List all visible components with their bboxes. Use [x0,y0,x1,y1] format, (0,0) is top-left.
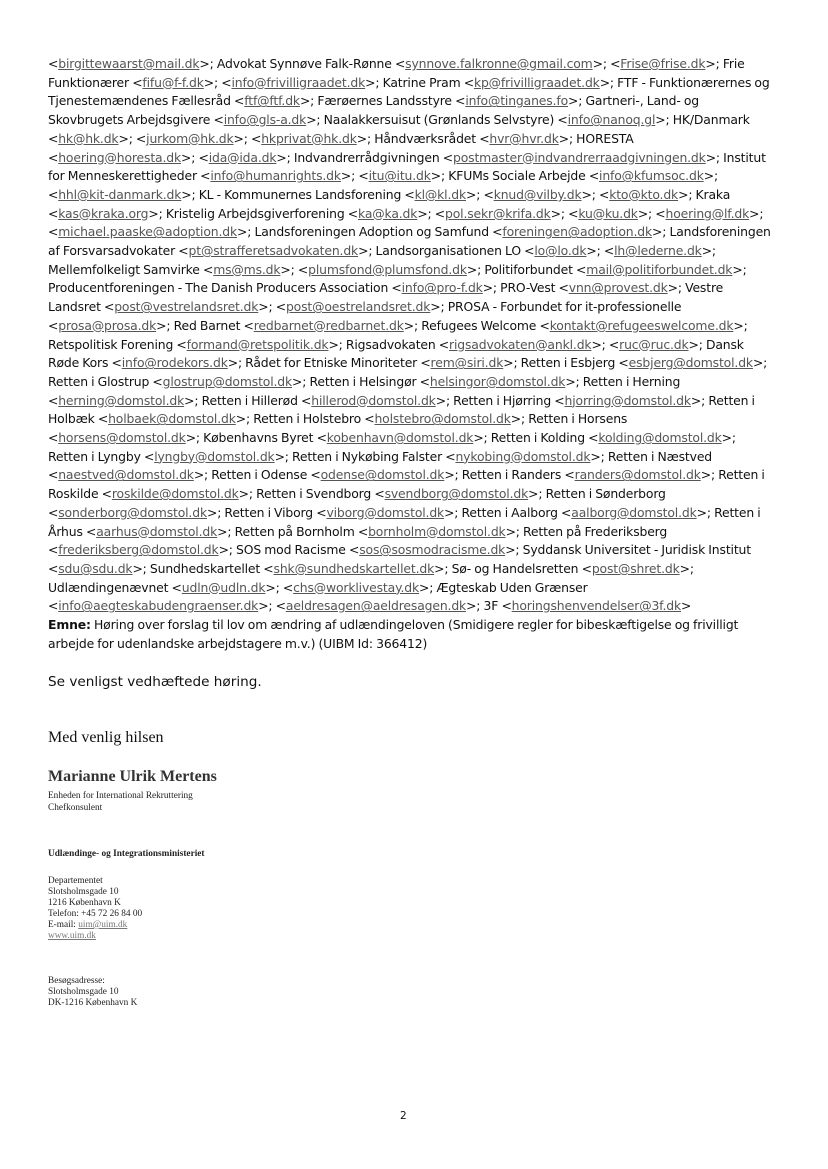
recipient-item: <michael.paaske@adoption.dk>; [48,224,255,240]
recipient-email-link[interactable]: Frise@frise.dk [620,56,706,71]
recipient-item: Retten i Herning <herning@domstol.dk>; [48,373,681,408]
recipient-item: Landsforeningen Adoption og Samfund <foreningen@adoption.dk>; [254,224,670,240]
phone: Telefon: +45 72 26 84 00 [48,909,143,919]
recipient-name: Retten i Holbæk [48,392,755,427]
email-line [48,920,127,931]
recipient-item: Retten i Hillerød <hillerod@domstol.dk>; [201,392,454,408]
recipient-email-link[interactable]: hkprivat@hk.dk [261,130,357,146]
recipient-email-link[interactable]: knud@vilby.dk [493,186,582,202]
recipient-item: Retten i Nykøbing Falster <nykobing@domstol.dk>; [292,448,608,464]
body-text: Se venligst vedhæftede høring. [48,674,262,690]
recipient-name: Københavns Byret [203,430,314,446]
recipient-email-link[interactable]: pol.sekr@krifa.dk [445,205,551,221]
recipient-name: Retten i Århus [48,504,761,539]
recipient-name: Retten i Holstebro [253,411,362,427]
recipient-name: Katrine Pram [382,74,461,90]
recipient-item: Retten i Århus <aarhus@domstol.dk>; [48,504,761,539]
recipient-email-link[interactable]: info@rodekors.dk [121,355,228,371]
recipient-name: Retten på Frederiksberg [523,523,668,539]
recipient-item: Retten i Lyngby <lyngby@domstol.dk>; [48,448,293,464]
recipient-item: HORESTA <hoering@horesta.dk>; [48,130,634,165]
recipient-name: Udlændingenævnet [48,579,169,595]
recipient-email-link[interactable]: kas@kraka.org [58,205,149,221]
recipient-email-link[interactable]: chs@worklivestay.dk [293,579,420,595]
recipient-email-link[interactable]: lo@lo.dk [534,243,587,259]
recipient-name: Retten i Aalborg [461,504,558,520]
recipient-name: Retten på Bornholm [234,523,355,539]
recipient-name: SOS mod Racisme [236,542,346,558]
recipient-item: KFUMs Sociale Arbejde <info@kfumsoc.dk>; [448,168,718,184]
recipient-item: Sundhedskartellet <shk@sundhedskartellet.dk>; [149,560,452,576]
recipient-item: Frie Funktionærer <fifu@f-f.dk>; [48,56,745,90]
recipient-item: Retten i Viborg <viborg@domstol.dk>; [224,504,462,520]
recipient-email-link[interactable]: kto@kto.dk [609,186,679,202]
recipient-name: Ægteskab Uden Grænser [436,579,588,595]
recipient-item: 3F <horingshenvendelser@3f.dk> [483,598,692,614]
recipient-name: Rigsadvokaten [345,336,436,352]
recipient-item: Retten i Hjørring <hjorring@domstol.dk>; [453,392,709,408]
signature-title: Chefkonsulent [48,803,103,813]
recipient-name: Retten i Svendborg [256,486,372,502]
recipient-email-link[interactable]: sos@sosmodracisme.dk [359,542,506,558]
recipient-item: Retten i Svendborg <svendborg@domstol.dk>; [256,486,546,502]
recipient-email-link[interactable]: lh@lederne.dk [614,243,702,259]
recipient-item: Advokat Synnøve Falk-Rønne <synnove.falkronne@gmail.com>; [216,56,611,71]
web-link[interactable]: www.uim.dk [48,931,96,941]
recipient-email-link[interactable]: pt@strafferetsadvokaten.dk [188,243,359,259]
recipient-email-link[interactable]: sdu@sdu.dk [58,560,133,576]
recipient-email-link[interactable]: hvr@hvr.dk [489,130,559,146]
web-line [48,931,96,942]
recipient-email-link[interactable]: helsingor@domstol.dk [429,373,566,389]
recipient-name: Retten i Roskilde [48,467,765,502]
recipient-item: <ida@ida.dk>; [198,149,294,165]
recipient-email-link[interactable]: rigsadvokaten@ankl.dk [449,336,592,352]
recipient-item: <hhl@kit-danmark.dk>; [48,186,199,202]
recipient-name: PROSA - Forbundet for it-professionelle [447,299,682,315]
recipient-item: <ku@ku.dk>; [568,205,656,221]
recipient-name: Retten i Herning [582,373,681,389]
recipient-name: Retten i Lyngby [48,448,141,464]
recipient-email-link[interactable]: shk@sundhedskartellet.dk [273,560,435,576]
recipient-name: Red Barnet [173,317,241,333]
recipient-item: KL - Kommunernes Landsforening <kl@kl.dk>; [198,186,484,202]
recipient-item: <itu@itu.dk>; [358,168,449,184]
recipient-email-link[interactable]: post@oestrelandsret.dk [285,299,431,315]
recipient-name: Rådet for Etniske Minoriteter [245,355,418,371]
subject-label: Emne: [48,617,91,632]
recipient-item: Retten på Frederiksberg <frederiksberg@domstol.dk>; [48,523,668,558]
visit-street: Slotsholmsgade 10 [48,987,119,997]
recipient-name: Færøernes Landsstyre [317,93,452,109]
recipient-item: Refugees Welcome <kontakt@refugeeswelcome.dk>; [421,317,748,333]
recipient-name: Vestre Landsret [48,280,724,315]
recipient-item: Institut for Menneskerettigheder <info@humanrights.dk>; [48,149,766,184]
recipient-item: Rådet for Etniske Minoriteter <rem@siri.dk>; [245,355,521,371]
recipient-email-link[interactable]: kolding@domstol.dk [598,430,722,446]
recipient-email-link[interactable]: info@nanoq.gl [567,112,656,128]
recipient-item: Færøernes Landsstyre <info@tinganes.fo>; [317,93,586,109]
recipient-email-link[interactable]: rem@siri.dk [430,355,504,371]
recipient-email-link[interactable]: post@shret.dk [591,560,680,576]
recipient-email-link[interactable]: info@humanrights.dk [210,168,341,184]
recipient-item: <Frise@frise.dk>; [610,56,723,71]
recipient-email-link[interactable]: michael.paaske@adoption.dk [58,224,237,240]
address-street: Slotsholmsgade 10 [48,887,119,897]
recipient-item: <kto@kto.dk>; [598,186,696,202]
recipient-email-link[interactable]: ku@ku.dk [578,205,638,221]
recipient-item: Naalakkersuisut (Grønlands Selvstyre) <info@nanoq.gl>; [323,112,673,128]
recipient-email-link[interactable]: kobenhavn@domstol.dk [326,430,474,446]
recipient-email-link[interactable]: frederiksberg@domstol.dk [58,542,219,558]
recipient-name: Retten i Kolding [490,430,585,446]
recipient-name: Gartneri-, Land- og Skovbrugets Arbejdsgivere [48,93,699,128]
recipient-name: Retten i Nykøbing Falster [292,448,443,464]
recipient-email-link[interactable]: info@frivilligraadet.dk [231,74,366,90]
recipient-name: Retten i Randers [461,467,562,483]
recipient-item: Retten i Helsingør <helsingor@domstol.dk>; [309,373,583,389]
recipient-email-link[interactable]: horingshenvendelser@3f.dk [511,598,682,614]
recipient-email-link[interactable]: jurkom@hk.dk [146,130,234,146]
recipient-name: Frie Funktionærer [48,56,745,90]
recipient-item: <post@oestrelandsret.dk>; [275,299,448,315]
recipient-item: Ægteskab Uden Grænser <info@aegteskabudengraenser.dk>; [48,579,588,614]
recipient-name: Producentforeningen - The Danish Producers Association [48,280,389,296]
recipient-email-link[interactable]: holbaek@domstol.dk [108,411,236,427]
greeting: Med venlig hilsen [48,729,164,746]
recipient-email-link[interactable]: horsens@domstol.dk [58,430,186,446]
recipient-item: Landsforeningen af Forsvarsadvokater <pt@strafferetsadvokaten.dk>; [48,224,771,259]
signature-unit: Enheden for International Rekruttering [48,791,193,801]
recipient-email-link[interactable]: itu@itu.dk [368,168,431,184]
subject-text: Høring over forslag til lov om ændring af udlændingeloven (Smidigere regler for bibeskæftigelse og frivilligt arbejde for udenlandske arbejdstagere m.v.) (UIBM Id: 366412) [48,617,739,651]
recipient-email-link[interactable]: prosa@prosa.dk [58,317,157,333]
recipient-name: Naalakkersuisut (Grønlands Selvstyre) [323,112,555,128]
recipient-email-link[interactable]: aalborg@domstol.dk [571,504,697,520]
recipient-email-link[interactable]: ms@ms.dk [213,261,281,277]
recipient-item: Landsorganisationen LO <lo@lo.dk>; [375,243,604,259]
recipient-email-link[interactable]: aarhus@domstol.dk [96,523,218,539]
recipient-item: Retten i Sønderborg <sonderborg@domstol.dk>; [48,486,666,520]
recipient-name: Retten i Glostrup [48,373,150,389]
department: Departementet [48,876,103,886]
recipient-email-link[interactable]: mail@politiforbundet.dk [586,261,733,277]
recipient-item: Retten i Glostrup <glostrup@domstol.dk>; [48,373,310,389]
recipient-item: Retten i Holstebro <holstebro@domstol.dk>; [253,411,529,427]
recipient-item: Retten i Kolding <kolding@domstol.dk>; [490,430,736,446]
recipient-email-link[interactable]: vnn@provest.dk [568,280,668,296]
subject-line [48,616,776,653]
recipient-item: PRO-Vest <vnn@provest.dk>; [500,280,686,296]
recipient-name: Landsorganisationen LO [375,243,521,259]
recipient-email-link[interactable]: hoering@horesta.dk [58,149,182,165]
recipient-email-link[interactable]: kontakt@refugeeswelcome.dk [549,317,734,333]
recipient-item: Red Barnet <redbarnet@redbarnet.dk>; [173,317,422,333]
recipient-email-link[interactable]: ida@ida.dk [208,149,277,165]
recipient-item: <birgittewaarst@mail.dk>; [48,56,217,71]
recipient-name: Dansk Røde Kors [48,336,744,371]
recipient-email-link[interactable]: glostrup@domstol.dk [162,373,293,389]
recipient-email-link[interactable]: bornholm@domstol.dk [368,523,506,539]
recipient-item: Retten i Roskilde <roskilde@domstol.dk>; [48,467,765,502]
recipient-item: Retten i Odense <odense@domstol.dk>; [211,467,462,483]
recipient-item: Dansk Røde Kors <info@rodekors.dk>; [48,336,744,371]
recipient-name: Advokat Synnøve Falk-Rønne [216,56,392,71]
recipient-email-link[interactable]: hoering@lf.dk [665,205,750,221]
recipient-name: Retten i Sønderborg [545,486,666,502]
recipient-name: KFUMs Sociale Arbejde [448,168,586,184]
recipient-name: Retten i Odense [211,467,308,483]
recipient-email-link[interactable]: fifu@f-f.dk [142,74,204,90]
recipient-name: Indvandrerrådgivningen [293,149,440,165]
recipient-name: KL - Kommunernes Landsforening [198,186,402,202]
recipient-name: Retspolitisk Forening [48,336,174,352]
recipient-item: Retten i Aalborg <aalborg@domstol.dk>; [461,504,715,520]
recipient-email-link[interactable]: holstebro@domstol.dk [374,411,511,427]
recipient-item: <lh@lederne.dk>; [603,243,716,259]
recipient-item: Katrine Pram <kp@frivilligraadet.dk>; [382,74,618,90]
recipient-item: Retten på Bornholm <bornholm@domstol.dk>; [234,523,524,539]
signature-name: Marianne Ulrik Mertens [48,768,217,785]
ministry-name: Udlændinge- og Integrationsministeriet [48,849,205,859]
recipient-email-link[interactable]: viborg@domstol.dk [326,504,445,520]
recipient-name: Retten i Hjørring [453,392,552,408]
recipient-email-link[interactable]: hjorring@domstol.dk [564,392,691,408]
recipient-email-link[interactable]: ka@ka.dk [358,205,418,221]
recipient-email-link[interactable]: info@aegteskabudengraenser.dk [58,598,259,614]
recipient-name: Sø- og Handelsretten [451,560,579,576]
recipient-item: Retspolitisk Forening <formand@retspolitik.dk>; [48,336,346,352]
recipient-email-link[interactable]: udln@udln.dk [181,579,266,595]
recipient-email-link[interactable]: formand@retspolitik.dk [186,336,329,352]
recipient-email-link[interactable]: svendborg@domstol.dk [384,486,529,502]
visit-label: Besøgsadresse: [48,976,105,986]
recipient-email-link[interactable]: nykobing@domstol.dk [455,448,591,464]
recipient-email-link[interactable]: synnove.falkronne@gmail.com [405,56,593,71]
recipient-item: HK/Danmark <hk@hk.dk>; [48,112,750,146]
recipient-name: Retten i Hillerød [201,392,298,408]
recipient-item: Retten i Esbjerg <esbjerg@domstol.dk>; [520,355,768,371]
recipient-item: <aeldresagen@aeldresagen.dk>; [275,598,484,614]
email-link[interactable]: uim@uim.dk [78,920,128,930]
recipient-email-link[interactable]: ruc@ruc.dk [619,336,689,352]
recipient-email-link[interactable]: info@gls-a.dk [223,112,307,128]
recipient-item: Sø- og Handelsretten <post@shret.dk>; [451,560,694,576]
recipient-item: Syddansk Universitet - Juridisk Institut <sdu@sdu.dk>; [48,542,751,576]
visit-city: DK-1216 København K [48,998,138,1008]
recipient-item: <hoering@lf.dk>; [655,205,764,221]
recipient-name: Retten i Viborg [224,504,313,520]
recipient-email-link[interactable]: ftf@ftf.dk [244,93,300,109]
page-number: 2 [400,1110,407,1122]
recipient-email-link[interactable]: kp@frivilligraadet.dk [473,74,600,90]
recipient-name: Retten i Helsingør [309,373,417,389]
recipient-item: Gartneri-, Land- og Skovbrugets Arbejdsgivere <info@gls-a.dk>; [48,93,699,128]
email-label: E-mail: [48,920,79,930]
recipient-item: <hkprivat@hk.dk>; [250,130,375,146]
recipient-item: PROSA - Forbundet for it-professionelle <prosa@prosa.dk>; [48,299,682,333]
recipient-email-link[interactable]: hillerod@domstol.dk [311,392,436,408]
recipient-item: Kraka <kas@kraka.org>; [48,186,731,221]
recipient-email-link[interactable]: hhl@kit-danmark.dk [58,186,182,202]
recipient-email-link[interactable]: kl@kl.dk [414,186,466,202]
recipient-email-link[interactable]: info@kfumsoc.dk [599,168,704,184]
recipient-email-link[interactable]: esbjerg@domstol.dk [628,355,753,371]
recipient-item: <info@frivilligraadet.dk>; [221,74,383,90]
recipient-item: SOS mod Racisme <sos@sosmodracisme.dk>; [236,542,523,558]
recipient-name: HORESTA [576,130,634,146]
recipient-email-link[interactable]: naestved@domstol.dk [58,467,194,483]
recipient-email-link[interactable]: odense@domstol.dk [320,467,445,483]
recipient-name: Landsforeningen af Forsvarsadvokater [48,224,771,259]
recipient-item: <plumsfond@plumsfond.dk>; [297,261,485,277]
recipient-email-link[interactable]: redbarnet@redbarnet.dk [253,317,404,333]
recipient-name: 3F [483,598,499,614]
recipient-item: Kristelig Arbejdsgiverforening <ka@ka.dk>; [165,205,435,221]
recipient-email-link[interactable]: plumsfond@plumsfond.dk [308,261,467,277]
recipient-item: Mellemfolkeligt Samvirke <ms@ms.dk>; [48,261,298,277]
recipient-name: Mellemfolkeligt Samvirke [48,261,200,277]
recipient-name: Kristelig Arbejdsgiverforening [165,205,345,221]
recipient-email-link[interactable]: lyngby@domstol.dk [154,448,275,464]
recipient-item: Politiforbundet <mail@politiforbundet.dk>; [484,261,747,277]
recipient-name: Retten i Esbjerg [520,355,616,371]
recipient-email-link[interactable]: randers@domstol.dk [574,467,701,483]
recipient-name: Kraka [695,186,731,202]
recipient-item: Retten i Randers <randers@domstol.dk>; [461,467,719,483]
recipient-name: HK/Danmark [672,112,750,128]
recipient-item: <pol.sekr@krifa.dk>; [434,205,569,221]
recipient-email-link[interactable]: foreningen@adoption.dk [502,224,652,240]
recipient-name: Håndværksrådet [374,130,476,146]
recipient-item: FTF - Funktionærernes og Tjenestemændenes Fællesråd <ftf@ftf.dk>; [48,74,770,109]
recipient-name: Sundhedskartellet [149,560,261,576]
recipient-email-link[interactable]: info@pro-f.dk [401,280,483,296]
recipient-item: Håndværksrådet <hvr@hvr.dk>; [374,130,577,146]
address-city: 1216 København K [48,898,121,908]
recipient-item: Retten i Næstved <naestved@domstol.dk>; [48,448,713,483]
recipient-name: Politiforbundet [484,261,573,277]
recipient-name: Retten i Næstved [607,448,713,464]
recipient-item: <ruc@ruc.dk>; [608,336,706,352]
recipient-name: Retten i Horsens [528,411,628,427]
recipient-item: Københavns Byret <kobenhavn@domstol.dk>; [203,430,491,446]
recipient-name: FTF - Funktionærernes og Tjenestemændenes Fællesråd [48,74,770,109]
recipient-list [48,55,776,616]
recipient-name: Institut for Menneskerettigheder [48,149,766,184]
recipient-email-link[interactable]: info@tinganes.fo [465,93,568,109]
recipient-name: Landsforeningen Adoption og Samfund [254,224,489,240]
recipient-item: Indvandrerrådgivningen <postmaster@indvandrerraadgivningen.dk>; [293,149,724,165]
recipient-email-link[interactable]: postmaster@indvandrerraadgivningen.dk [453,149,706,165]
recipient-email-link[interactable]: hk@hk.dk [58,130,119,146]
recipient-item: Retten i Horsens <horsens@domstol.dk>; [48,411,628,446]
recipient-item: Retten i Holbæk <holbaek@domstol.dk>; [48,392,755,427]
recipient-email-link[interactable]: post@vestrelandsret.dk [114,299,259,315]
recipient-email-link[interactable]: roskilde@domstol.dk [111,486,239,502]
recipient-item: Producentforeningen - The Danish Producers Association <info@pro-f.dk>; [48,280,501,296]
recipient-name: Refugees Welcome [421,317,537,333]
recipient-name: Syddansk Universitet - Juridisk Institut [522,542,751,558]
recipient-item: Rigsadvokaten <rigsadvokaten@ankl.dk>; [345,336,609,352]
recipient-name: PRO-Vest [500,280,556,296]
recipient-item: <chs@worklivestay.dk>; [282,579,437,595]
recipient-item: <knud@vilby.dk>; [483,186,599,202]
recipient-item: Udlændingenævnet <udln@udln.dk>; [48,579,283,595]
recipient-email-link[interactable]: birgittewaarst@mail.dk [58,56,200,71]
recipient-email-link[interactable]: herning@domstol.dk [58,392,185,408]
recipient-email-link[interactable]: sonderborg@domstol.dk [58,504,207,520]
recipient-item: <jurkom@hk.dk>; [135,130,251,146]
recipient-item: Vestre Landsret <post@vestrelandsret.dk>; [48,280,724,315]
recipient-email-link[interactable]: aeldresagen@aeldresagen.dk [285,598,467,614]
